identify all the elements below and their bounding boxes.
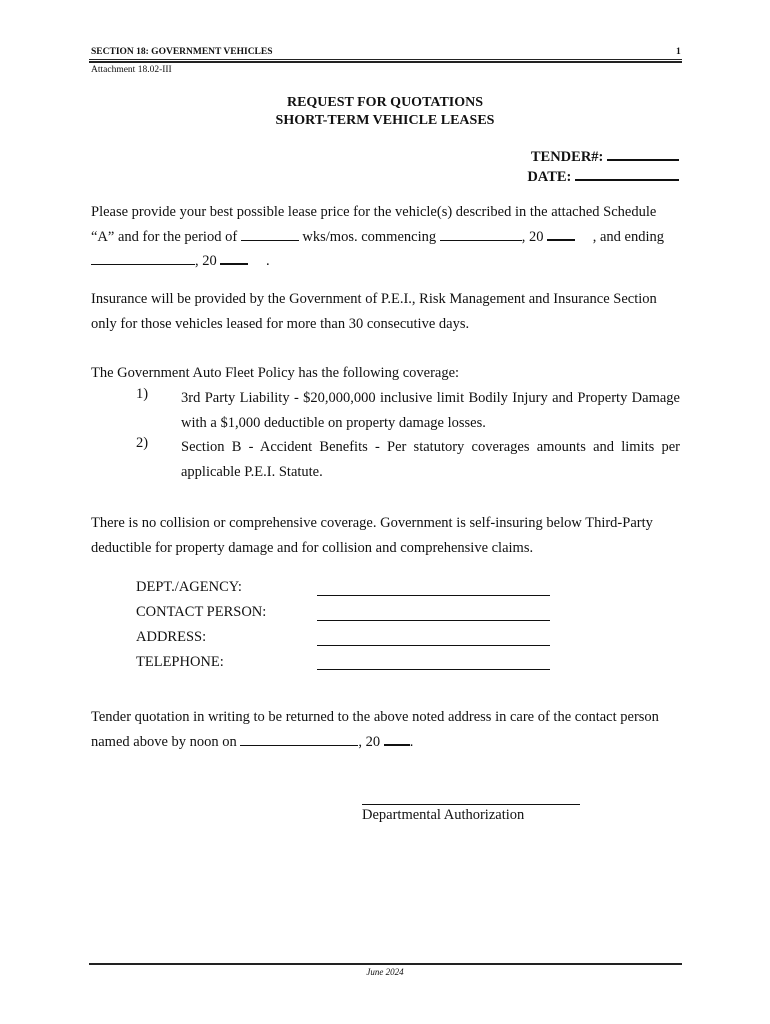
attachment-label: Attachment 18.02-III (91, 65, 172, 75)
document-subtitle: SHORT-TERM VEHICLE LEASES (275, 113, 495, 128)
coverage-item-text: Section B - Accident Benefits - Per statutory coverages amounts and limits per applicable P.E.I. Statute. (181, 439, 680, 480)
address-label: ADDRESS: (136, 629, 207, 645)
tender-number-field (531, 147, 679, 166)
coverage-item-number: 2) (136, 435, 149, 451)
commencing-date-blank[interactable] (440, 228, 522, 241)
telephone-blank[interactable] (317, 669, 550, 670)
paragraph-line: Tender quotation in writing to be returned to the above noted address in care of the contact person (91, 709, 659, 725)
dept-agency-blank[interactable] (317, 595, 550, 596)
lease-request-paragraph (91, 200, 681, 274)
commencing-year-blank[interactable] (547, 227, 575, 241)
tender-number-blank[interactable] (607, 147, 679, 161)
telephone-label: TELEPHONE: (136, 654, 224, 670)
dept-agency-label: DEPT./AGENCY: (136, 579, 242, 595)
insurance-paragraph: Insurance will be provided by the Government of P.E.I., Risk Management and Insurance Section only for those vehicles leased for more than 30 consecutive days. (91, 291, 657, 332)
return-year-blank[interactable] (384, 732, 410, 746)
self-insurance-paragraph: There is no collision or comprehensive coverage. Government is self-insuring below Third-Party deductible for property damage and for collision and comprehensive claims. (91, 515, 653, 556)
tender-date-blank[interactable] (575, 167, 679, 181)
contact-person-blank[interactable] (317, 620, 550, 621)
tender-date-field (527, 167, 679, 186)
ending-date-blank[interactable] (91, 252, 195, 265)
paragraph-line: “A” and for the period of wks/mos. commencing , 20 , and ending (91, 228, 665, 245)
coverage-item-text: 3rd Party Liability - $20,000,000 inclusive limit Bodily Injury and Property Damage with a $1,000 deductible on property damage losses. (181, 390, 680, 431)
paragraph-line: named above by noon on , 20 . (91, 733, 414, 750)
signature-line[interactable] (362, 804, 580, 805)
coverage-intro: The Government Auto Fleet Policy has the following coverage: (91, 365, 460, 381)
contact-person-label: CONTACT PERSON: (136, 604, 267, 620)
header-rule-thick (89, 61, 682, 63)
footer-rule (89, 963, 682, 965)
section-heading: SECTION 18: GOVERNMENT VEHICLES (91, 47, 273, 57)
paragraph-line: Please provide your best possible lease price for the vehicle(s) described in the attached Schedule (91, 204, 657, 220)
return-date-blank[interactable] (240, 733, 358, 746)
document-title: REQUEST FOR QUOTATIONS (286, 95, 484, 110)
page-number: 1 (676, 47, 681, 57)
address-blank[interactable] (317, 645, 550, 646)
signature-label: Departmental Authorization (362, 807, 525, 823)
period-blank[interactable] (241, 228, 299, 241)
ending-year-blank[interactable] (220, 251, 248, 265)
paragraph-line: , 20 . (91, 249, 681, 274)
coverage-item-number: 1) (136, 386, 149, 402)
tender-date-label: DATE: (527, 169, 572, 185)
footer-date: June 2024 (366, 967, 404, 977)
return-instructions-paragraph (91, 705, 681, 754)
header-rule (89, 59, 682, 60)
tender-number-label: TENDER#: (530, 149, 604, 165)
